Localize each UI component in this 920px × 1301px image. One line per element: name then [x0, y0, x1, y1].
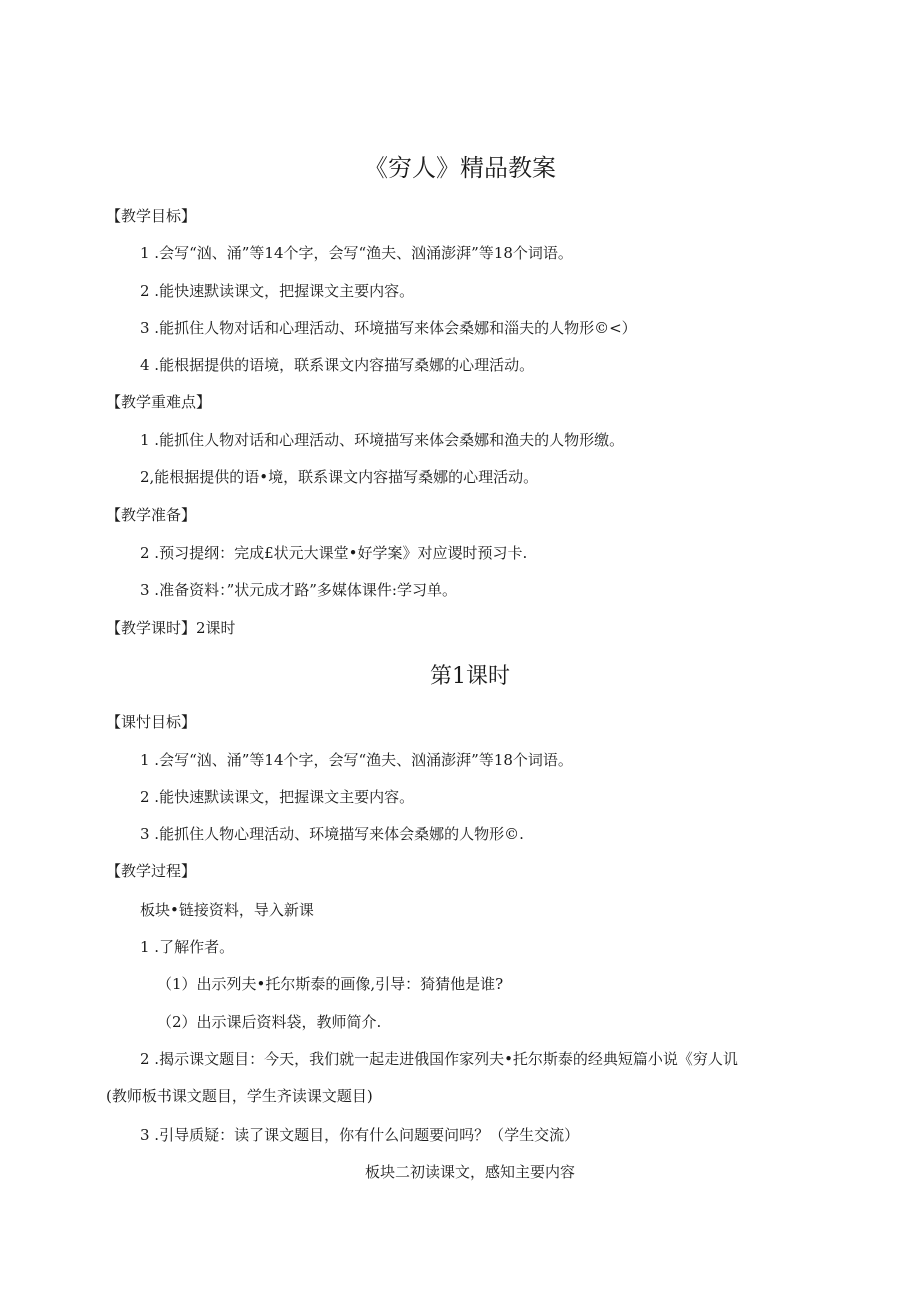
process-substep: （1）出示列夫•托尔斯泰的画像,引导：猗猜他是谁? [157, 975, 504, 993]
goal-item: 2 .能快速默读课文，把握课文主要内容。 [140, 282, 415, 300]
key-point-item: 2,能根据提供的语•境，联系课文内容描写桑娜的心理活动。 [140, 468, 539, 486]
section-heading-periods: 【教学课时】2课时 [106, 619, 236, 637]
block-heading: 板块•链接资料，导入新课 [140, 901, 314, 919]
preparation-item: 2 .预习提纲：完成£状元大课堂•好学案》对应谡时预习卡. [140, 544, 528, 562]
lesson-goal-item: 2 .能快速默读课文，把握课文主要内容。 [140, 788, 415, 806]
lesson-goal-item: 1 .会写“汹、涌”等14个字，会写“渔夫、汹涌澎湃”等18个词语。 [140, 751, 573, 769]
lesson-title: 第1课时 [430, 664, 510, 689]
document-title: 《穷人》精品教案 [364, 154, 556, 182]
section-heading-process: 【教学过程】 [106, 862, 197, 880]
preparation-item: 3 .准备资料：”状元成才路”多媒体课件:学习单。 [140, 581, 457, 599]
goal-item: 3 .能抓住人物对话和心理活动、环境描写来体会桑娜和淄夫的人物形©<） [140, 319, 637, 337]
process-step: 2 .揭示课文题目：今天，我们就一起走进俄国作家列夫•托尔斯泰的经典短篇小说《穷人讥 [140, 1050, 738, 1068]
section-heading-lesson-goals: 【课忖目标】 [106, 713, 197, 731]
process-step-continuation: (教师板书课文题目，学生齐读课文题目) [106, 1087, 373, 1105]
process-substep: （2）出示课后资料袋，教师简介. [157, 1013, 382, 1031]
goal-item: 4 .能根据提供的语境，联系课文内容描写桑娜的心理活动。 [140, 356, 535, 374]
lesson-goal-item: 3 .能抓住人物心理活动、环境描写来体会桑娜的人物形©. [140, 825, 524, 843]
section-heading-key-points: 【教学重难点】 [106, 393, 212, 411]
goal-item: 1 .会写“汹、涌”等14个字，会写“渔夫、汹涌澎湃”等18个词语。 [140, 244, 573, 262]
key-point-item: 1 .能抓住人物对话和心理活动、环境描写来体会桑娜和渔夫的人物形缴。 [140, 431, 625, 449]
section-heading-preparation: 【教学准备】 [106, 506, 197, 524]
block-heading: 板块二初读课文，感知主要内容 [364, 1163, 575, 1181]
process-step: 3 .引导质疑：读了课文题目，你有什么问题要问吗？（学生交流） [140, 1126, 580, 1144]
process-step: 1 .了解作者。 [140, 938, 235, 956]
section-heading-goals: 【教学目标】 [106, 207, 197, 225]
